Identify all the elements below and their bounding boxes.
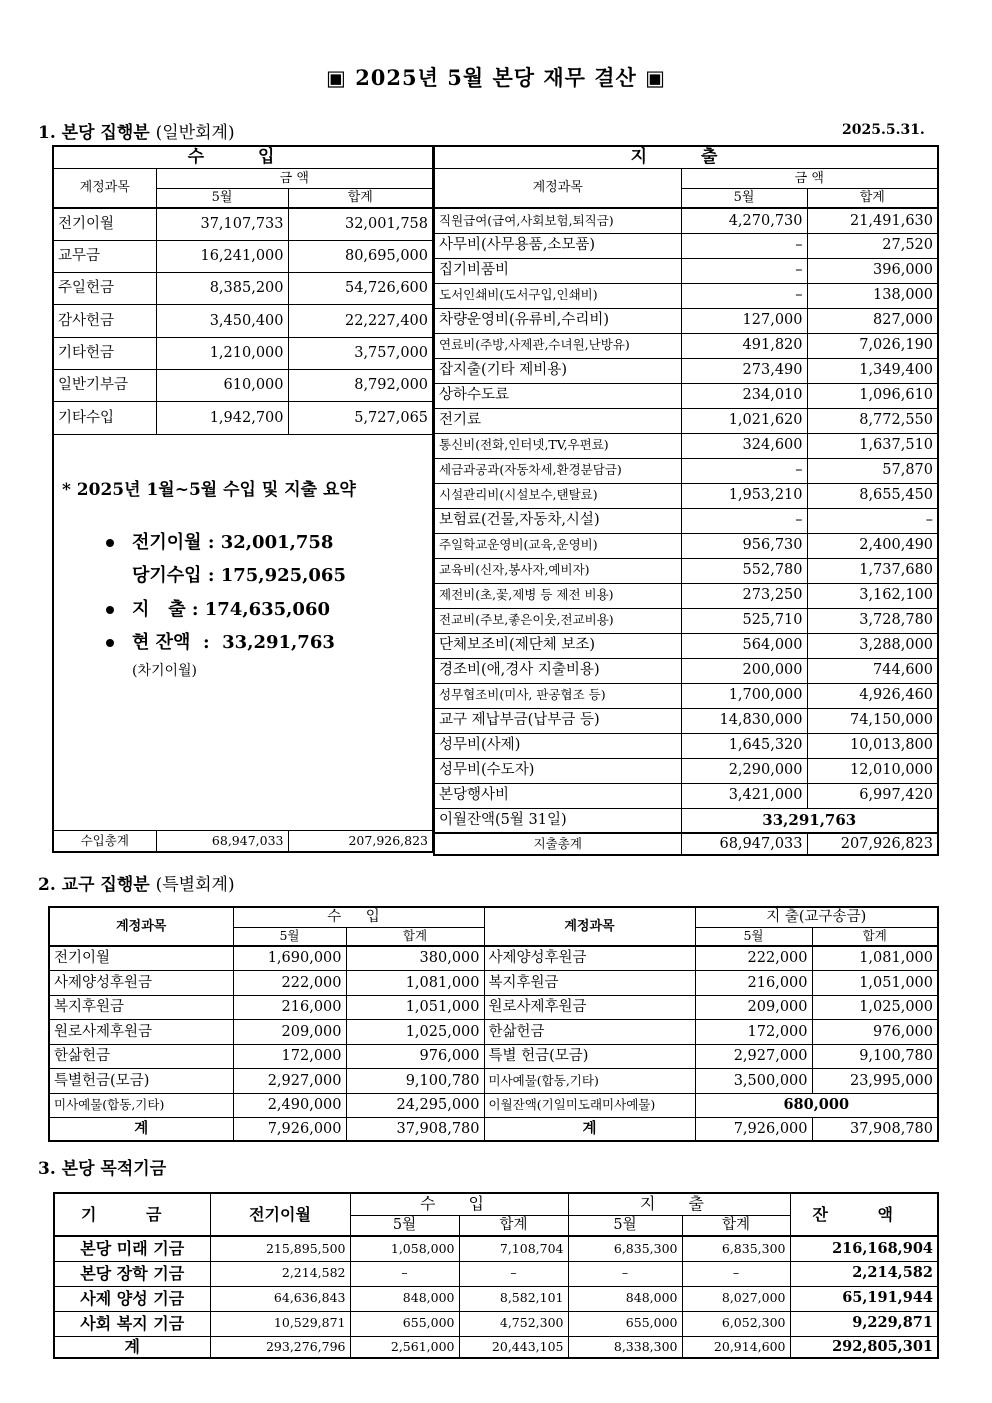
table-row — [53, 305, 433, 337]
table-row — [54, 1236, 938, 1261]
table-row — [434, 433, 938, 458]
table-row — [53, 208, 433, 240]
table-row — [434, 608, 938, 633]
summary-expense — [106, 595, 330, 621]
income-sum-month: 7,926,000 — [233, 1118, 346, 1141]
fund-total-out-total: 20,914,600 — [682, 1336, 790, 1358]
expense-month: 209,000 — [695, 995, 812, 1020]
carryover-value: 680,000 — [695, 1093, 938, 1118]
month-amount: 491,820 — [681, 333, 807, 358]
fund-balance: 216,168,904 — [790, 1236, 938, 1261]
fund-out-total: 6,052,300 — [682, 1311, 790, 1336]
expense-month: 172,000 — [695, 1020, 812, 1045]
total-header: 합계 — [459, 1215, 568, 1236]
month-amount: 4,270,730 — [681, 208, 807, 233]
table-row — [434, 758, 938, 783]
account-name: 상하수도료 — [434, 383, 681, 408]
income-total-total: 207,926,823 — [288, 830, 433, 852]
fund-in-month: 655,000 — [350, 1311, 459, 1336]
carryover-row — [434, 808, 938, 833]
bullet-icon — [106, 606, 114, 614]
carryover-label: 이월잔액(기일미도래미사예물) — [484, 1093, 695, 1118]
table-row — [434, 558, 938, 583]
month-amount: 3,450,400 — [156, 305, 288, 337]
total-amount: 54,726,600 — [288, 273, 433, 305]
summary-income: 당기수입 : 175,925,065 — [132, 565, 346, 586]
expense-total-total: 207,926,823 — [807, 833, 938, 855]
header-row — [53, 146, 433, 168]
income-account: 미사예물(합동,기타) — [49, 1093, 233, 1118]
income-total: 380,000 — [346, 946, 484, 971]
expense-month: 216,000 — [695, 971, 812, 996]
month-amount: – — [681, 233, 807, 258]
expense-header: 지 출(교구송금) — [695, 907, 938, 927]
month-amount: 324,600 — [681, 433, 807, 458]
total-amount: 80,695,000 — [288, 240, 433, 272]
income-total: 1,051,000 — [346, 995, 484, 1020]
fund-total-in-month: 2,561,000 — [350, 1336, 459, 1358]
income-account: 한삶헌금 — [49, 1044, 233, 1069]
table-row — [434, 408, 938, 433]
table-row — [434, 633, 938, 658]
month-amount: 234,010 — [681, 383, 807, 408]
income-total: 1,025,000 — [346, 1020, 484, 1045]
income-month: 2,927,000 — [233, 1069, 346, 1094]
fund-total-in-total: 20,443,105 — [459, 1336, 568, 1358]
month-amount: 1,942,700 — [156, 402, 288, 434]
summary-balance — [106, 628, 335, 654]
expense-total-month: 68,947,033 — [681, 833, 807, 855]
account-name: 주일학교운영비(교육,운영비) — [434, 533, 681, 558]
total-amount: 6,997,420 — [807, 783, 938, 808]
total-amount: 827,000 — [807, 308, 938, 333]
table-row — [434, 258, 938, 283]
month-amount: 200,000 — [681, 658, 807, 683]
total-row — [49, 1118, 938, 1141]
income-total-label: 계 — [49, 1118, 233, 1141]
fund-out-month: 655,000 — [568, 1311, 682, 1336]
month-amount: – — [681, 508, 807, 533]
summary-prev-balance — [106, 528, 333, 554]
table-row — [434, 733, 938, 758]
income-account: 전기이월 — [49, 946, 233, 971]
account-name: 집기비품비 — [434, 258, 681, 283]
summary-line3: 지 출 : 174,635,060 — [132, 599, 331, 620]
total-amount: 8,772,550 — [807, 408, 938, 433]
account-name: 경조비(애,경사 지출비용) — [434, 658, 681, 683]
income-account: 사제양성후원금 — [49, 971, 233, 996]
account-name: 본당행사비 — [434, 783, 681, 808]
account-name: 기타헌금 — [53, 337, 156, 369]
total-header: 합계 — [812, 927, 938, 946]
fund-prev: 215,895,500 — [210, 1236, 350, 1261]
fund-in-total: 4,752,300 — [459, 1311, 568, 1336]
total-row — [53, 830, 433, 852]
expense-header: 지 출 — [434, 146, 938, 168]
total-amount: 57,870 — [807, 458, 938, 483]
header-row — [434, 146, 938, 168]
total-amount: 1,737,680 — [807, 558, 938, 583]
month-amount: 564,000 — [681, 633, 807, 658]
account-name: 보험료(건물,자동차,시설) — [434, 508, 681, 533]
total-amount: 8,792,000 — [288, 369, 433, 401]
total-amount: 1,637,510 — [807, 433, 938, 458]
prev-header: 전기이월 — [210, 1193, 350, 1236]
amount-header: 금 액 — [681, 168, 938, 188]
account-name: 전교비(주보,좋은이웃,전교비용) — [434, 608, 681, 633]
income-month: 209,000 — [233, 1020, 346, 1045]
income-sum-total: 37,908,780 — [346, 1118, 484, 1141]
expense-total: 1,081,000 — [812, 946, 938, 971]
account-name: 단체보조비(제단체 보조) — [434, 633, 681, 658]
table-row — [434, 233, 938, 258]
expense-month: 3,500,000 — [695, 1069, 812, 1094]
expense-account: 특별 헌금(모금) — [484, 1044, 695, 1069]
month-amount: 8,385,200 — [156, 273, 288, 305]
fund-out-total: – — [682, 1261, 790, 1286]
account-name: 연료비(주방,사제관,수녀원,난방유) — [434, 333, 681, 358]
account-name: 사무비(사무용품,소모품) — [434, 233, 681, 258]
expense-header: 지 출 — [568, 1193, 790, 1215]
month-amount: 1,645,320 — [681, 733, 807, 758]
month-amount: – — [681, 283, 807, 308]
fund-name: 본당 장학 기금 — [54, 1261, 210, 1286]
total-amount: 27,520 — [807, 233, 938, 258]
total-amount: 10,013,800 — [807, 733, 938, 758]
table-row — [434, 283, 938, 308]
diocese-table — [48, 906, 939, 1142]
fund-table — [53, 1192, 939, 1359]
income-account: 원로사제후원금 — [49, 1020, 233, 1045]
fund-total-balance: 292,805,301 — [790, 1336, 938, 1358]
fund-out-month: 6,835,300 — [568, 1236, 682, 1261]
income-account: 복지후원금 — [49, 995, 233, 1020]
account-name: 기타수입 — [53, 402, 156, 434]
section2-title: 2. 교구 집행분 — [38, 875, 150, 895]
income-month: 216,000 — [233, 995, 346, 1020]
income-month: 2,490,000 — [233, 1093, 346, 1118]
section1-title: 1. 본당 집행분 — [38, 123, 150, 143]
account-name: 성무비(수도자) — [434, 758, 681, 783]
table-row — [53, 240, 433, 272]
income-total-label: 수입총계 — [53, 830, 156, 852]
section3-heading: 3. 본당 목적기금 — [38, 1159, 167, 1179]
expense-account: 사제양성후원금 — [484, 946, 695, 971]
total-amount: 22,227,400 — [288, 305, 433, 337]
account-name: 교육비(신자,봉사자,예비자) — [434, 558, 681, 583]
total-amount: 396,000 — [807, 258, 938, 283]
account-name: 교무금 — [53, 240, 156, 272]
total-amount: 2,400,490 — [807, 533, 938, 558]
income-month: 222,000 — [233, 971, 346, 996]
income-account: 특별헌금(모금) — [49, 1069, 233, 1094]
table-row — [49, 1093, 938, 1118]
fund-out-total: 6,835,300 — [682, 1236, 790, 1261]
month-amount: 1,021,620 — [681, 408, 807, 433]
table-row — [53, 369, 433, 401]
section2-heading — [38, 870, 235, 895]
table-row — [434, 658, 938, 683]
account-header-income: 계정과목 — [49, 907, 233, 946]
fund-in-total: 7,108,704 — [459, 1236, 568, 1261]
table-row — [434, 458, 938, 483]
month-amount: 525,710 — [681, 608, 807, 633]
fund-in-month: – — [350, 1261, 459, 1286]
report-date: 2025.5.31. — [842, 122, 925, 138]
fund-name: 본당 미래 기금 — [54, 1236, 210, 1261]
month-header: 5월 — [350, 1215, 459, 1236]
expense-table — [433, 145, 939, 856]
account-name: 일반기부금 — [53, 369, 156, 401]
account-name: 감사헌금 — [53, 305, 156, 337]
month-amount: 273,250 — [681, 583, 807, 608]
total-amount: 3,728,780 — [807, 608, 938, 633]
month-amount: – — [681, 258, 807, 283]
income-total: 9,100,780 — [346, 1069, 484, 1094]
table-row — [434, 683, 938, 708]
expense-account: 미사예물(합동,기타) — [484, 1069, 695, 1094]
total-amount: 8,655,450 — [807, 483, 938, 508]
month-amount: 1,210,000 — [156, 337, 288, 369]
income-month: 172,000 — [233, 1044, 346, 1069]
total-amount: 138,000 — [807, 283, 938, 308]
expense-total-label: 계 — [484, 1118, 695, 1141]
table-row — [49, 1020, 938, 1045]
expense-account: 원로사제후원금 — [484, 995, 695, 1020]
header-row — [49, 907, 938, 927]
income-header: 수 입 — [233, 907, 484, 927]
fund-prev: 2,214,582 — [210, 1261, 350, 1286]
table-row — [53, 273, 433, 305]
account-header: 계정과목 — [434, 168, 681, 208]
table-row — [434, 358, 938, 383]
month-amount: 273,490 — [681, 358, 807, 383]
total-amount: 12,010,000 — [807, 758, 938, 783]
total-amount: 5,727,065 — [288, 402, 433, 434]
total-amount: – — [807, 508, 938, 533]
income-header: 수 입 — [53, 146, 433, 168]
bullet-icon — [106, 639, 114, 647]
month-header: 5월 — [695, 927, 812, 946]
total-amount: 4,926,460 — [807, 683, 938, 708]
month-amount: 2,290,000 — [681, 758, 807, 783]
fund-out-month: 848,000 — [568, 1286, 682, 1311]
total-amount: 74,150,000 — [807, 708, 938, 733]
expense-month: 2,927,000 — [695, 1044, 812, 1069]
total-amount: 7,026,190 — [807, 333, 938, 358]
month-header: 5월 — [568, 1215, 682, 1236]
month-amount: 1,953,210 — [681, 483, 807, 508]
fund-total-out-month: 8,338,300 — [568, 1336, 682, 1358]
fund-balance: 9,229,871 — [790, 1311, 938, 1336]
table-row — [434, 708, 938, 733]
fund-in-total: – — [459, 1261, 568, 1286]
table-row — [49, 971, 938, 996]
fund-out-total: 8,027,000 — [682, 1286, 790, 1311]
month-header: 5월 — [681, 188, 807, 208]
total-amount: 3,757,000 — [288, 337, 433, 369]
fund-balance: 2,214,582 — [790, 1261, 938, 1286]
fund-in-month: 1,058,000 — [350, 1236, 459, 1261]
account-name: 잡지출(기타 제비용) — [434, 358, 681, 383]
account-name: 전기이월 — [53, 208, 156, 240]
summary-note: (차기이월) — [132, 663, 198, 679]
table-row — [49, 946, 938, 971]
account-name: 전기료 — [434, 408, 681, 433]
table-row — [434, 533, 938, 558]
expense-total: 23,995,000 — [812, 1069, 938, 1094]
table-row — [434, 208, 938, 233]
month-amount: 3,421,000 — [681, 783, 807, 808]
table-row — [54, 1286, 938, 1311]
fund-out-month: – — [568, 1261, 682, 1286]
table-row — [434, 583, 938, 608]
income-header: 수 입 — [350, 1193, 568, 1215]
fund-prev: 10,529,871 — [210, 1311, 350, 1336]
fund-name: 사제 양성 기금 — [54, 1286, 210, 1311]
fund-total-prev: 293,276,796 — [210, 1336, 350, 1358]
month-amount: 552,780 — [681, 558, 807, 583]
table-row — [49, 1069, 938, 1094]
fund-total-label: 계 — [54, 1336, 210, 1358]
month-amount: – — [681, 458, 807, 483]
total-amount: 3,162,100 — [807, 583, 938, 608]
expense-total: 9,100,780 — [812, 1044, 938, 1069]
total-amount: 1,349,400 — [807, 358, 938, 383]
expense-sum-month: 7,926,000 — [695, 1118, 812, 1141]
total-header: 합계 — [346, 927, 484, 946]
fund-header: 기 금 — [54, 1193, 210, 1236]
section1-heading — [38, 118, 235, 143]
summary-line1: 전기이월 : 32,001,758 — [132, 532, 334, 553]
carryover-value: 33,291,763 — [681, 808, 938, 833]
month-amount: 1,700,000 — [681, 683, 807, 708]
table-row — [54, 1311, 938, 1336]
table-row — [434, 308, 938, 333]
month-header: 5월 — [233, 927, 346, 946]
summary-line4: 현 잔액 : 33,291,763 — [132, 632, 335, 653]
total-amount: 1,096,610 — [807, 383, 938, 408]
account-name: 차량운영비(유류비,수리비) — [434, 308, 681, 333]
expense-total: 1,051,000 — [812, 971, 938, 996]
account-header-expense: 계정과목 — [484, 907, 695, 946]
income-total: 1,081,000 — [346, 971, 484, 996]
expense-month: 222,000 — [695, 946, 812, 971]
expense-total: 976,000 — [812, 1020, 938, 1045]
fund-prev: 64,636,843 — [210, 1286, 350, 1311]
account-name: 세금과공과(자동차세,환경분담금) — [434, 458, 681, 483]
summary-title: * 2025년 1월~5월 수입 및 지출 요약 — [62, 480, 356, 500]
month-header: 5월 — [156, 188, 288, 208]
header-row — [54, 1193, 938, 1215]
header-row — [434, 168, 938, 188]
expense-total-label: 지출총계 — [434, 833, 681, 855]
table-row — [54, 1261, 938, 1286]
table-row — [434, 483, 938, 508]
account-name: 성무협조비(미사, 판공협조 등) — [434, 683, 681, 708]
expense-sum-total: 37,908,780 — [812, 1118, 938, 1141]
income-total: 24,295,000 — [346, 1093, 484, 1118]
fund-in-total: 8,582,101 — [459, 1286, 568, 1311]
expense-total: 1,025,000 — [812, 995, 938, 1020]
account-header: 계정과목 — [53, 168, 156, 208]
month-amount: 956,730 — [681, 533, 807, 558]
table-row — [53, 337, 433, 369]
header-row — [53, 168, 433, 188]
table-row — [49, 1044, 938, 1069]
table-row — [53, 402, 433, 434]
total-amount: 21,491,630 — [807, 208, 938, 233]
total-header: 합계 — [807, 188, 938, 208]
total-row — [434, 833, 938, 855]
month-amount: 14,830,000 — [681, 708, 807, 733]
carryover-label: 이월잔액(5월 31일) — [434, 808, 681, 833]
month-amount: 127,000 — [681, 308, 807, 333]
account-name: 교구 제납부금(납부금 등) — [434, 708, 681, 733]
income-total: 976,000 — [346, 1044, 484, 1069]
expense-account: 복지후원금 — [484, 971, 695, 996]
table-row — [434, 783, 938, 808]
amount-header: 금 액 — [156, 168, 433, 188]
total-amount: 3,288,000 — [807, 633, 938, 658]
account-name: 제전비(초,꽃,제병 등 제전 비용) — [434, 583, 681, 608]
fund-in-month: 848,000 — [350, 1286, 459, 1311]
total-header: 합계 — [682, 1215, 790, 1236]
account-name: 도서인쇄비(도서구입,인쇄비) — [434, 283, 681, 308]
income-month: 1,690,000 — [233, 946, 346, 971]
total-header: 합계 — [288, 188, 433, 208]
table-row — [434, 383, 938, 408]
month-amount: 37,107,733 — [156, 208, 288, 240]
page-title: ▣ 2025년 5월 본당 재무 결산 ▣ — [326, 65, 666, 90]
account-name: 주일헌금 — [53, 273, 156, 305]
table-row — [434, 508, 938, 533]
account-name: 직원급여(급여,사회보험,퇴직금) — [434, 208, 681, 233]
account-name: 시설관리비(시설보수,탠탈료) — [434, 483, 681, 508]
account-name: 통신비(전화,인터넷,TV,우편료) — [434, 433, 681, 458]
total-amount: 32,001,758 — [288, 208, 433, 240]
section2-subtitle: (특별회계) — [155, 875, 235, 895]
balance-header: 잔 액 — [790, 1193, 938, 1236]
fund-name: 사회 복지 기금 — [54, 1311, 210, 1336]
month-amount: 610,000 — [156, 369, 288, 401]
total-amount: 744,600 — [807, 658, 938, 683]
total-row — [54, 1336, 938, 1358]
bullet-icon — [106, 539, 114, 547]
account-name: 성무비(사제) — [434, 733, 681, 758]
section1-subtitle: (일반회계) — [155, 123, 235, 143]
table-row — [49, 995, 938, 1020]
expense-account: 한삶헌금 — [484, 1020, 695, 1045]
income-total-month: 68,947,033 — [156, 830, 288, 852]
table-row — [434, 333, 938, 358]
fund-balance: 65,191,944 — [790, 1286, 938, 1311]
month-amount: 16,241,000 — [156, 240, 288, 272]
